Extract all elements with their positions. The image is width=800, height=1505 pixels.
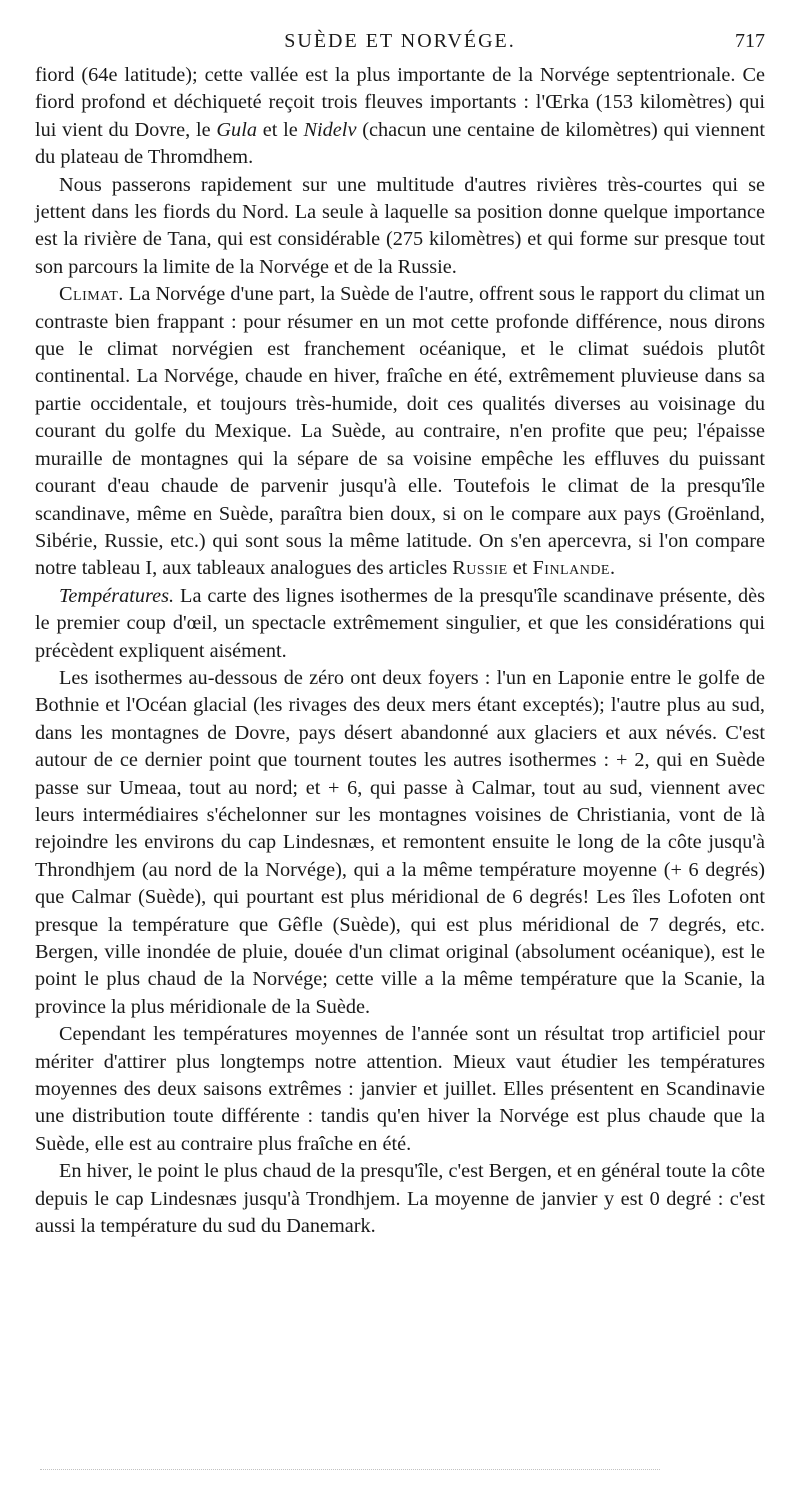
running-header [35, 30, 765, 60]
paragraph-1-text-c: (chacun une centaine de kilomètres) qui viennent du plateau de Thromdhem. [35, 118, 765, 169]
paragraph-3 [35, 281, 765, 582]
paragraph-4-text: La carte des lignes isothermes de la presqu'île scandinave présente, dès le premier coup d'œil, un spectacle extrêmement singulier, et que les considérations qui précèdent expliquent aisément. [35, 584, 765, 662]
paragraph-7: En hiver, le point le plus chaud de la presqu'île, c'est Bergen, et en général toute la côte depuis le cap Lindesnæs jusqu'à Trondhjem. La moyenne de janvier y est 0 degré : c'est aussi la température du sud du Danemark. [35, 1160, 765, 1238]
section-label-temperatures: Températures. [59, 584, 175, 607]
paragraph-3-conj: et [507, 557, 533, 580]
river-gula: Gula [216, 118, 257, 141]
running-title: SUÈDE ET NORVÉGE. [284, 30, 516, 52]
page-body [35, 62, 765, 1240]
ref-finlande: Finlande [532, 557, 610, 580]
paragraph-6: Cependant les températures moyennes de l'année sont un résultat trop artificiel pour mériter d'attirer plus longtemps notre attention. Mieux vaut étudier les températures moyennes des deux saisons extrêmes : janvier et juillet. Elles présentent en Scandinavie une distribution toute différente : tandis qu'en hiver la Norvége est plus chaude que la Suède, elle est au contraire plus fraîche en été. [35, 1023, 765, 1155]
river-nidelv: Nidelv [303, 118, 357, 141]
paragraph-1-text: fiord (64e latitude); cette vallée est la plus importante de la Norvége septentrionale. Ce fiord profond et déchiqueté reçoit trois fleuves importants : l'Œrka (153 kilomètres) qui lui vient du Dovre, le [35, 64, 765, 141]
paragraph-4 [35, 583, 765, 665]
paragraph-2: Nous passerons rapidement sur une multitude d'autres rivières très-courtes qui se jettent dans les fiords du Nord. La seule à laquelle sa position donne quelque importance est la rivière de Tana, qui est considérable (275 kilomètres) et qui forme sur presque tout son parcours la limite de la Norvége et de la Russie. [35, 173, 765, 278]
ref-russie: Russie [452, 557, 508, 580]
bottom-scan-artifact [40, 1465, 660, 1470]
paragraph-3-end: . [610, 557, 616, 580]
paragraph-1-text-b: et le [256, 118, 304, 141]
page-number: 717 [735, 30, 765, 52]
paragraph-5: Les isothermes au-dessous de zéro ont deux foyers : l'un en Laponie entre le golfe de Bothnie et l'Océan glacial (les rivages des deux mers étant exceptés); l'autre plus au sud, dans les montagnes de Dovre, pays désert abandonné aux glaciers et aux névés. C'est autour de ce dernier point que tournent toutes les autres isothermes : + 2, qui en Suède passe sur Umeaa, tout au nord; et + 6, qui passe à Calmar, tout au sud, viennent avec leurs intermédiaires s'échelonner sur les montagnes voisines de Christiania, vont de là rejoindre les environs du cap Lindesnæs, et remontent ensuite le long de la côte jusqu'à Throndhjem (au nord de la Norvége), qui a la même température moyenne (+ 6 degrés) que Calmar (Suède), qui pourtant est plus méridional de 6 degrés! Les îles Lofoten ont presque la température que Gêfle (Suède), qui est plus méridional de 7 degrés, etc. Bergen, ville inondée de pluie, douée d'un climat original (absolument océanique), est le point le plus chaud de la Norvége; cette ville a la même température que la Scanie, la province la plus méridionale de la Suède. [35, 666, 765, 1018]
paragraph-3-text: La Norvége d'une part, la Suède de l'autre, offrent sous le rapport du climat un contraste bien frappant : pour résumer en un mot cette profonde différence, nous dirons que le climat norvégien est franchement océanique, et le climat suédois plutôt continental. La Norvége, chaude en hiver, fraîche en été, extrêmement pluvieuse dans sa partie occidentale, et toujours très-humide, doit ces qualités diverses au voisinage du courant du golfe du Mexique. La Suède, au contraire, n'en profite que peu; l'épaisse muraille de montagnes qui la sépare de sa voisine empêche les effluves du puissant courant d'eau chaude de parvenir jusqu'à elle. Toutefois le climat de la presqu'île scandinave, même en Suède, paraîtra bien doux, si on le compare aux pays (Groënland, Sibérie, Russie, etc.) qui sont sous la même latitude. On s'en apercevra, si l'on compare notre tableau I, aux tableaux analogues des articles [35, 283, 765, 580]
section-label-climat: Climat. [59, 283, 124, 306]
paragraph-1 [35, 62, 765, 172]
